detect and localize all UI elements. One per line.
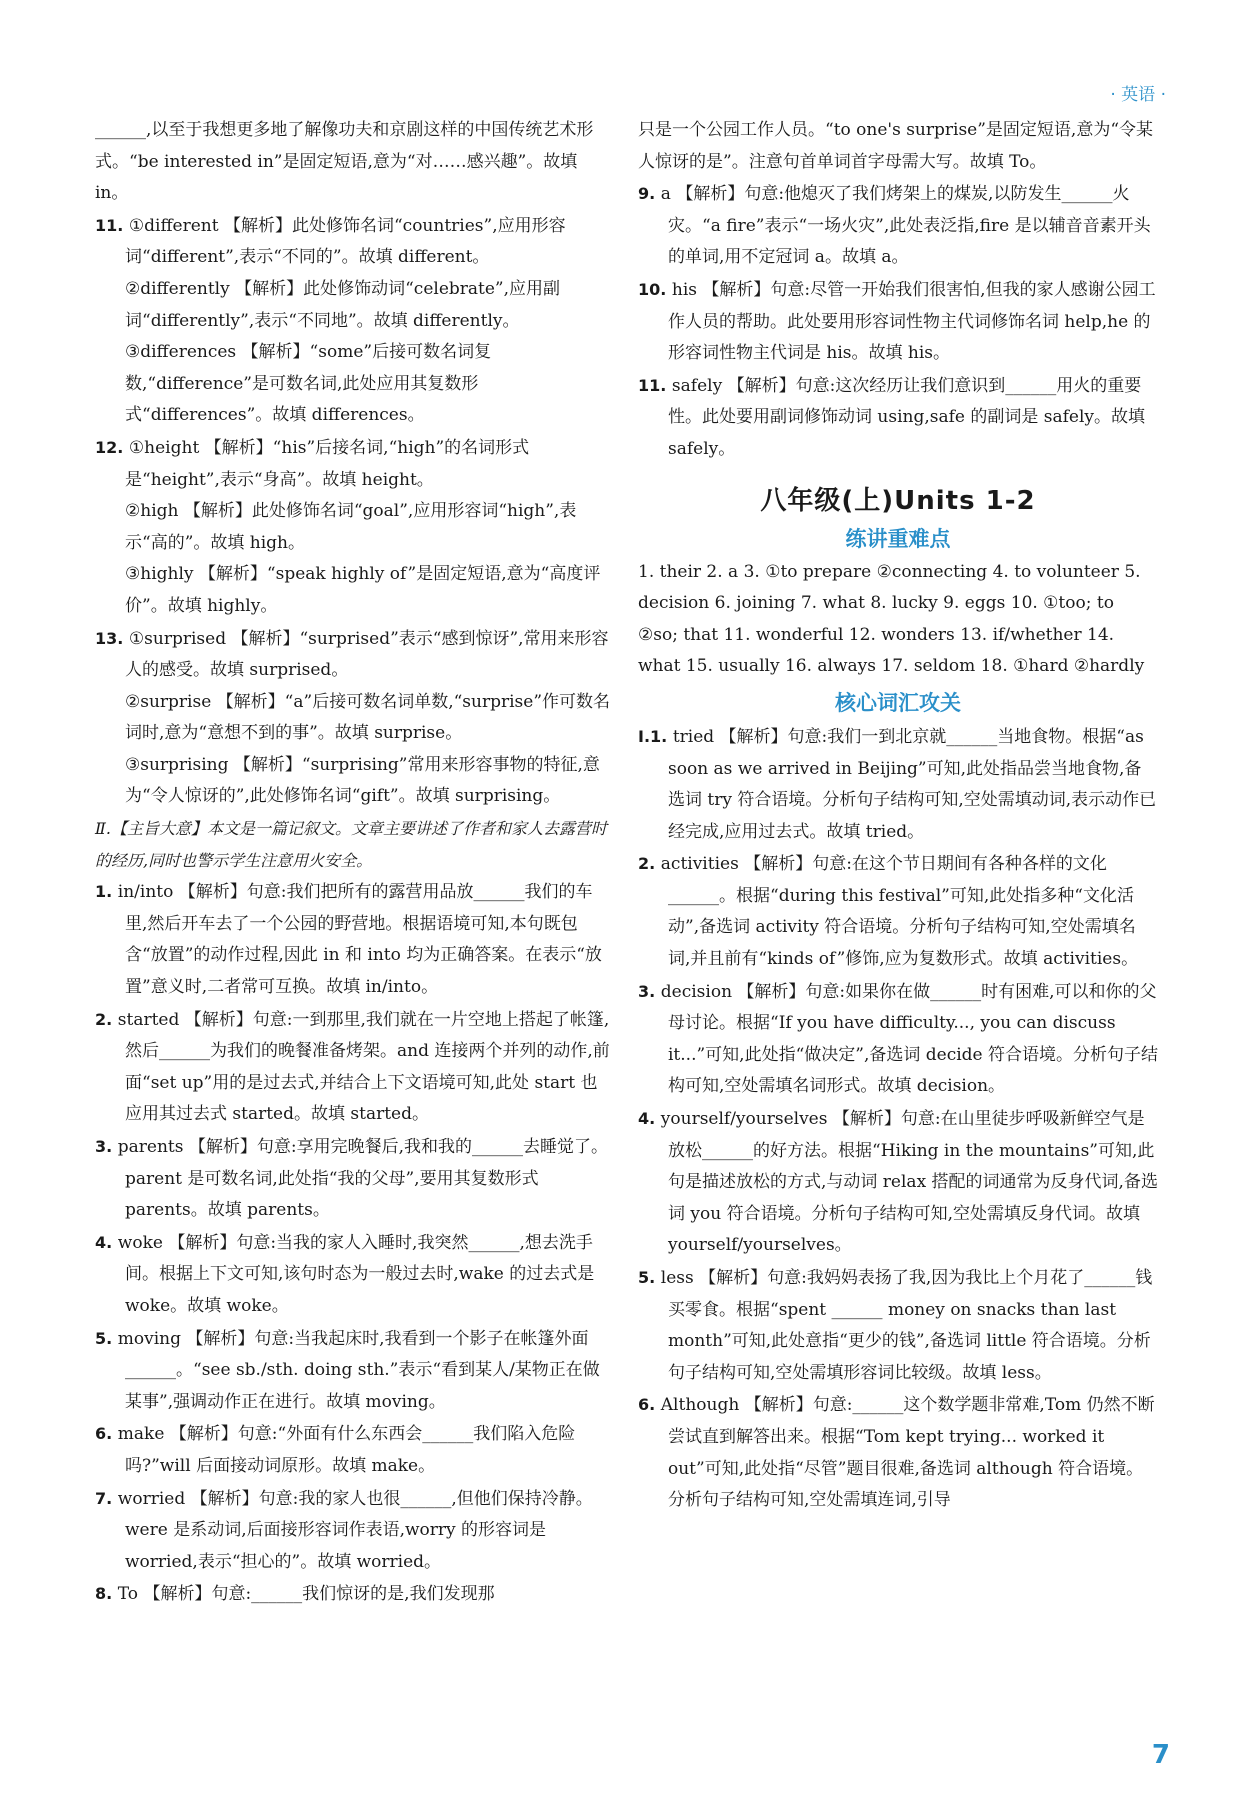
answer-item <box>95 876 610 1003</box>
answer-item <box>95 1483 610 1579</box>
answer-item <box>95 1004 610 1131</box>
answer-subitem: ③highly 【解析】“speak highly of”是固定短语,意为“高度评价”。故填 highly。 <box>125 564 601 616</box>
item-text: parents 【解析】句意:享用完晚餐后,我和我的______去睡觉了。parent 是可数名词,此处指“我的父母”,要用其复数形式 parents。故填 parents。 <box>117 1137 609 1221</box>
answer-item <box>95 1418 610 1482</box>
answer-item <box>95 1578 610 1611</box>
item-text: yourself/yourselves 【解析】句意:在山里徒步呼吸新鲜空气是放松______的好方法。根据“Hiking in the mountains”可知,此句是描述放松的方式,与动词 relax 搭配的词通常为反身代词,备选词 you 符合语境。分析句子结构可知,空处需填反身代词。故填 yourself/yourselves。 <box>660 1109 1158 1256</box>
answer-item <box>638 721 1158 848</box>
section-title: 八年级(上)Units 1-2 <box>760 485 1036 516</box>
item-text: in/into 【解析】句意:我们把所有的露营用品放______我们的车里,然后开车去了一个公园的野营地。根据语境可知,本句既包含“放置”的动作过程,因此 in 和 into 均为正确答案。在表示“放置”意义时,二者常可互换。故填 in/into。 <box>117 882 602 998</box>
item-number: 2. <box>638 854 661 874</box>
answer-item <box>638 848 1158 975</box>
item-text: ①surprised 【解析】“surprised”表示“感到惊讶”,常用来形容人的感受。故填 surprised。 <box>125 628 609 681</box>
item-number: 11. <box>638 375 672 395</box>
answer-subitem: ②differently 【解析】此处修饰动词“celebrate”,应用副词“differently”,表示“不同地”。故填 differently。 <box>125 278 561 331</box>
answer-item <box>638 370 1158 466</box>
item-text: tried 【解析】句意:我们一到北京就______当地食物。根据“as soon as we arrived in Beijing”可知,此处指品尝当地食物,备选词 try 符合语境。分析句子结构可知,空处需填动词,表示动作已经完成,应用过去式。故填 tried。 <box>668 726 1157 842</box>
answer-item <box>95 210 610 274</box>
item-number: 10. <box>638 279 672 299</box>
summary-paragraph: Ⅱ.【主旨大意】本文是一篇记叙文。文章主要讲述了作者和家人去露营时的经历,同时也警示学生注意用火安全。 <box>95 819 607 870</box>
item-number: 3. <box>638 981 661 1001</box>
answer-item <box>638 274 1158 370</box>
item-number: 6. <box>638 1395 661 1415</box>
answer-item <box>638 178 1158 274</box>
item-text: worried 【解析】句意:我的家人也很______,但他们保持冷静。were 是系动词,后面接形容词作表语,worry 的形容词是 worried,表示“担心的”。故填 worried。 <box>117 1488 593 1572</box>
answer-subitem: ②surprise 【解析】“a”后接可数名词单数,“surprise”作可数名词时,意为“意想不到的事”。故填 surprise。 <box>125 691 611 744</box>
item-number: 12. <box>95 437 129 457</box>
left-column <box>95 115 610 1611</box>
answer-item <box>638 976 1158 1103</box>
item-text: his 【解析】句意:尽管一开始我们很害怕,但我的家人感谢公园工作人员的帮助。此处要用形容词性物主代词修饰名词 help,he 的形容词性物主代词是 his。故填 his。 <box>668 279 1156 364</box>
item-text: To 【解析】句意:______我们惊讶的是,我们发现那 <box>117 1584 495 1605</box>
answer-subitem: ②high 【解析】此处修饰名词“goal”,应用形容词“high”,表示“高的”。故填 high。 <box>125 501 577 553</box>
item-number: 13. <box>95 628 129 648</box>
item-number: 9. <box>638 184 661 204</box>
item-number: 1. <box>95 882 118 902</box>
item-text: moving 【解析】句意:当我起床时,我看到一个影子在帐篷外面______。“see sb./sth. doing sth.”表示“看到某人/某物正在做某事”,强调动作正在进行。故填 moving。 <box>117 1328 600 1412</box>
answer-list: 1. their 2. a 3. ①to prepare ②connecting 4. to volunteer 5. decision 6. joining 7. what 8. lucky 9. eggs 10. ①too; to ②so; that 11. wonderful 12. wonders 13. if/whether 14. what 15. usually 16. always 17. seldom 18. ①hard ②hardly <box>638 561 1145 677</box>
item-text: woke 【解析】句意:当我的家人入睡时,我突然______,想去洗手间。根据上下文可知,该句时态为一般过去时,wake 的过去式是 woke。故填 woke。 <box>117 1232 595 1316</box>
subject-tag: · 英语 · <box>1110 85 1166 105</box>
page-number: 7 <box>1151 1740 1170 1770</box>
item-number: 11. <box>95 215 129 235</box>
item-text: Although 【解析】句意:______这个数学题非常难,Tom 仍然不断尝试直到解答出来。根据“Tom kept trying... worked it out”可知,此处指“尽管”题目很难,备选词 although 符合语境。分析句子结构可知,空处需填连词,引导 <box>660 1395 1155 1511</box>
answer-item <box>638 1262 1158 1389</box>
item-text: decision 【解析】句意:如果你在做______时有困难,可以和你的父母讨论。根据“If you have difficulty..., you can discuss it...”可知,此处指“做决定”,备选词 decide 符合语境。分析句子结构可知,空处需填名词形式。故填 decision。 <box>660 981 1159 1097</box>
item-number: 2. <box>95 1009 118 1029</box>
answer-subitem: ③surprising 【解析】“surprising”常用来形容事物的特征,意为“令人惊讶的”,此处修饰名词“gift”。故填 surprising。 <box>125 754 600 807</box>
right-column <box>638 115 1158 1517</box>
item-text: less 【解析】句意:我妈妈表扬了我,因为我比上个月花了______钱买零食。根据“spent ______ money on snacks than last month”可知,此处意指“更少的钱”,备选词 little 符合语境。分析句子结构可知,空处需填形容词比较级。故填 less。 <box>660 1268 1153 1383</box>
item-text: a 【解析】句意:他熄灭了我们烤架上的煤炭,以防发生______火灾。“a fire”表示“一场火灾”,此处表泛指,fire 是以辅音音素开头的单词,用不定冠词 a。故填 a。 <box>660 184 1151 268</box>
item-number: 3. <box>95 1137 118 1156</box>
item-number: 4. <box>638 1109 661 1129</box>
answer-item <box>95 1131 610 1227</box>
section-subtitle: 核心词汇攻关 <box>835 690 961 715</box>
answer-item <box>95 1323 610 1419</box>
item-text: started 【解析】句意:一到那里,我们就在一片空地上搭起了帐篷,然后______为我们的晚餐准备烤架。and 连接两个并列的动作,前面“set up”用的是过去式,并结合上下文语境可知,此处 start 也应用其过去式 started。故填 started。 <box>117 1009 610 1125</box>
answer-item <box>638 1103 1158 1262</box>
continued-text: 只是一个公园工作人员。“to one's surprise”是固定短语,意为“令某人惊讶的是”。注意句首单词首字母需大写。故填 To。 <box>638 120 1154 172</box>
item-number: Ⅰ.1. <box>638 726 673 746</box>
item-number: 8. <box>95 1584 118 1604</box>
item-number: 5. <box>95 1328 118 1348</box>
item-text: ①height 【解析】“his”后接名词,“high”的名词形式是“height”,表示“身高”。故填 height。 <box>125 437 530 490</box>
answer-item <box>95 1227 610 1323</box>
continued-text: ______,以至于我想更多地了解像功夫和京剧这样的中国传统艺术形式。“be interested in”是固定短语,意为“对……感兴趣”。故填 in。 <box>95 120 594 204</box>
answer-subitem: ③differences 【解析】“some”后接可数名词复数,“difference”是可数名词,此处应用其复数形式“differences”。故填 differences。 <box>125 342 492 426</box>
item-number: 4. <box>95 1232 118 1252</box>
item-text: ①different 【解析】此处修饰名词“countries”,应用形容词“different”,表示“不同的”。故填 different。 <box>125 215 566 268</box>
section-subtitle: 练讲重难点 <box>845 526 951 551</box>
answer-item <box>95 432 610 496</box>
item-text: make 【解析】句意:“外面有什么东西会______我们陷入危险吗?”will 后面接动词原形。故填 make。 <box>117 1424 576 1476</box>
item-number: 6. <box>95 1424 118 1444</box>
item-number: 5. <box>638 1268 661 1287</box>
answer-item <box>638 1389 1158 1516</box>
item-number: 7. <box>95 1488 118 1508</box>
item-text: activities 【解析】句意:在这个节日期间有各种各样的文化______。根据“during this festival”可知,此处指多种“文化活动”,备选词 activity 符合语境。分析句子结构可知,空处需填名词,并且前有“kinds of”修饰,应为复数形式。故填 activities。 <box>660 854 1139 970</box>
answer-item <box>95 623 610 687</box>
item-text: safely 【解析】句意:这次经历让我们意识到______用火的重要性。此处要用副词修饰动词 using,safe 的副词是 safely。故填 safely。 <box>668 375 1146 459</box>
